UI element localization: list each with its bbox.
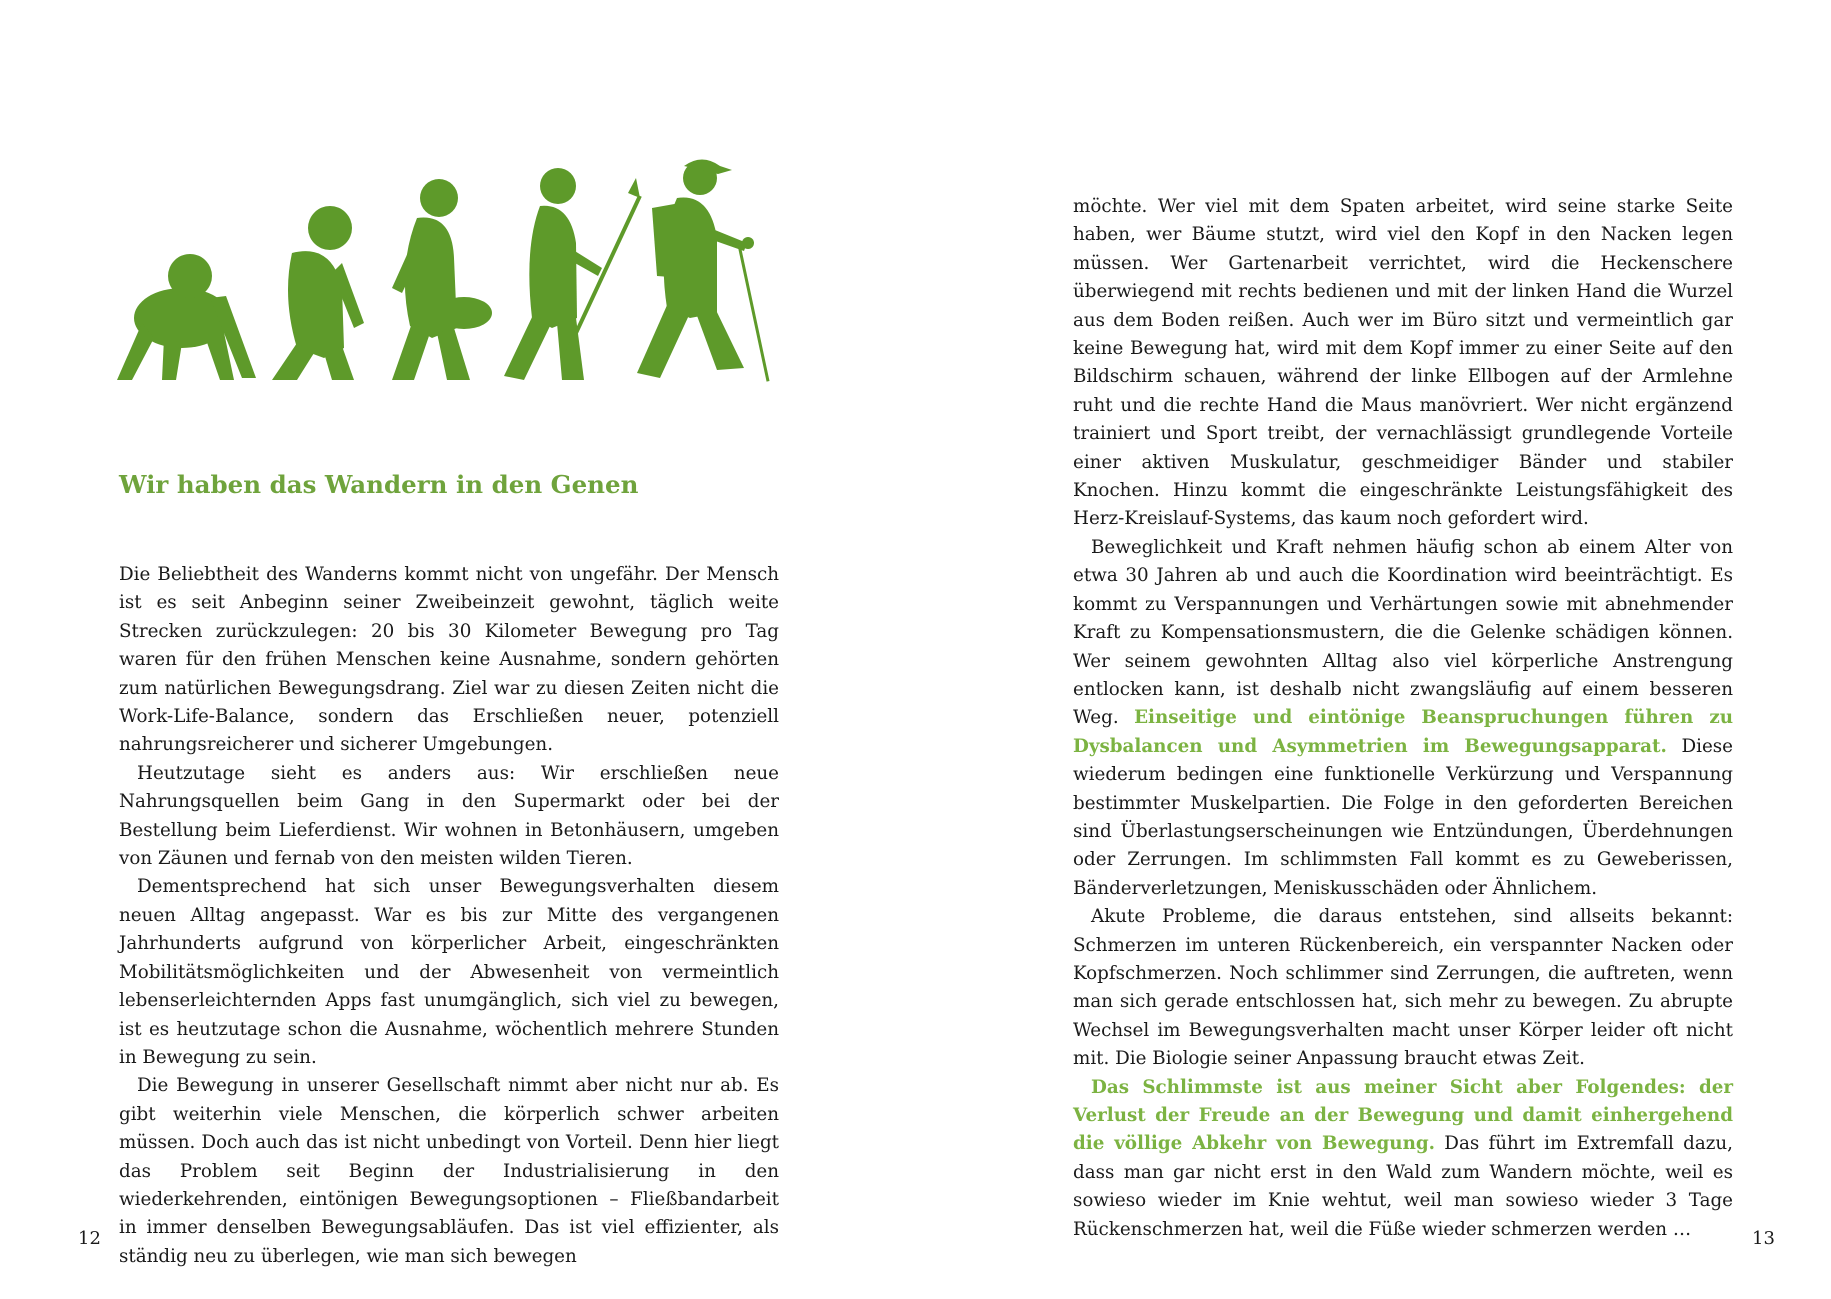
paragraph bbox=[1073, 534, 1733, 903]
page-number-right: 13 bbox=[1752, 1228, 1775, 1249]
hiker-silhouette-icon bbox=[637, 160, 770, 382]
paragraph bbox=[1073, 1074, 1733, 1244]
australopithecus-silhouette-icon bbox=[392, 179, 492, 380]
paragraph-text: Das führt im Extremfall dazu, dass man gar nicht erst in den Wald zum Wandern möchte, weil es sowieso wieder im Knie wehtut, weil man sowieso wieder 3 Tage Rückenschmerzen hat, weil die Füße wieder schmerzen werden … bbox=[1073, 1133, 1733, 1240]
left-page bbox=[0, 0, 915, 1299]
paragraph: Die Bewegung in unserer Gesellschaft nimmt aber nicht nur ab. Es gibt weiterhin viele Menschen, die körperlich schwer arbeiten müssen. Doch auch das ist nicht unbedingt von Vorteil. Denn hier liegt das Problem seit Beginn der Industrialisierung in den wiederkehrenden, eintönigen Bewegungsoptionen – Fließbandarbeit in immer denselben Bewegungsabläufen. Das ist viel effizienter, als ständig neu zu überlegen, wie man sich bewegen bbox=[119, 1075, 779, 1267]
page-number-left: 12 bbox=[78, 1228, 101, 1249]
right-body-text bbox=[1073, 193, 1733, 1244]
paragraph: Akute Probleme, die daraus entstehen, sind allseits bekannt: Schmerzen im unteren Rückenbereich, ein verspannter Nacken oder Kopfschmerzen. Noch schlimmer sind Zerrungen, die auftreten, wenn man sich gerade entschlossen hat, sich mehr zu bewegen. Zu abrupte Wechsel im Bewegungsverhalten macht unser Körper leider oft nicht mit. Die Biologie seiner Anpassung braucht etwas Zeit. bbox=[1073, 906, 1733, 1070]
ape-silhouette-icon bbox=[117, 254, 256, 380]
left-body-text bbox=[119, 561, 779, 1271]
homo-erectus-silhouette-icon bbox=[504, 168, 642, 380]
right-page bbox=[915, 0, 1831, 1299]
paragraph-text: Diese wiederum bedingen eine funktionelle Verkürzung und Verspannung bestimmter Muskelpartien. Die Folge in den geforderten Bereichen sind Überlastungserscheinungen wie Entzündungen, Überdehnungen oder Zerrungen. Im schlimmsten Fall kommt es zu Geweberissen, Bänderverletzungen, Meniskusschäden oder Ähnlichem. bbox=[1073, 735, 1733, 899]
highlighted-text: Einseitige und eintönige Beanspruchungen führen zu Dysbalancen und Asymmetrien im Bewegungsapparat. bbox=[1073, 707, 1733, 757]
early-hominid-silhouette-icon bbox=[272, 206, 364, 380]
paragraph: Die Beliebtheit des Wanderns kommt nicht von ungefähr. Der Mensch ist es seit Anbeginn seiner Zweibeinzeit gewohnt, täglich weite Strecken zurückzulegen: 20 bis 30 Kilometer Bewegung pro Tag waren für den frühen Menschen keine Ausnahme, sondern gehörten zum natürlichen Bewegungsdrang. Ziel war zu diesen Zeiten nicht die Work-Life-Balance, sondern das Erschließen neuer, potenziell nahrungsreicherer und sicherer Umgebungen. bbox=[119, 564, 779, 756]
evolution-silhouettes-icon bbox=[92, 148, 792, 393]
paragraph: möchte. Wer viel mit dem Spaten arbeitet, wird seine starke Seite haben, wer Bäume stutzt, wird viel den Kopf in den Nacken legen müssen. Wer Gartenarbeit verrichtet, wird die Heckenschere überwiegend mit rechts bedienen und mit der linken Hand die Wurzel aus dem Boden reißen. Auch wer im Büro sitzt und vermeintlich gar keine Bewegung hat, wird mit dem Kopf immer zu einer Seite auf den Bildschirm schauen, während der linke Ellbogen auf der Armlehne ruht und die rechte Hand die Maus manövriert. Wer nicht ergänzend trainiert und Sport treibt, der vernachlässigt grundlegende Vorteile einer aktiven Muskulatur, geschmeidiger Bänder und stabiler Knochen. Hinzu kommt die eingeschränkte Leistungsfähigkeit des Herz-Kreislauf-Systems, das kaum noch gefordert wird. bbox=[1073, 196, 1733, 530]
paragraph-text: Beweglichkeit und Kraft nehmen häufig schon ab einem Alter von etwa 30 Jahren ab und auch die Koordination wird beeinträchtigt. Es kommt zu Verspannungen und Verhärtungen sowie mit abnehmender Kraft zu Kompensationsmustern, die die Gelenke schädigen können. Wer seinem gewohnten Alltag also viel körperliche Anstrengung entlocken kann, ist deshalb nicht zwangsläufig auf einem besseren Weg. bbox=[1073, 536, 1733, 729]
section-heading: Wir haben das Wandern in den Genen bbox=[119, 470, 639, 499]
paragraph: Heutzutage sieht es anders aus: Wir erschließen neue Nahrungsquellen beim Gang in den Supermarkt oder bei der Bestellung beim Lieferdienst. Wir wohnen in Betonhäusern, umgeben von Zäunen und fernab von den meisten wilden Tieren. bbox=[119, 762, 779, 870]
paragraph: Dementsprechend hat sich unser Bewegungsverhalten diesem neuen Alltag angepasst. War es bis zur Mitte des vergangenen Jahrhunderts aufgrund von körperlicher Arbeit, eingeschränkten Mobilitätsmöglichkeiten und der Abwesenheit von vermeintlich lebenserleichternden Apps fast unumgänglich, sich viel zu bewegen, ist es heutzutage schon die Ausnahme, wöchentlich mehrere Stunden in Bewegung zu sein. bbox=[119, 876, 779, 1068]
highlighted-text: Das Schlimmste ist aus meiner Sicht aber Folgendes: der Verlust der Freude an der Bewegung und damit einhergehend die völlige Abkehr von Bewegung. bbox=[1073, 1076, 1733, 1155]
